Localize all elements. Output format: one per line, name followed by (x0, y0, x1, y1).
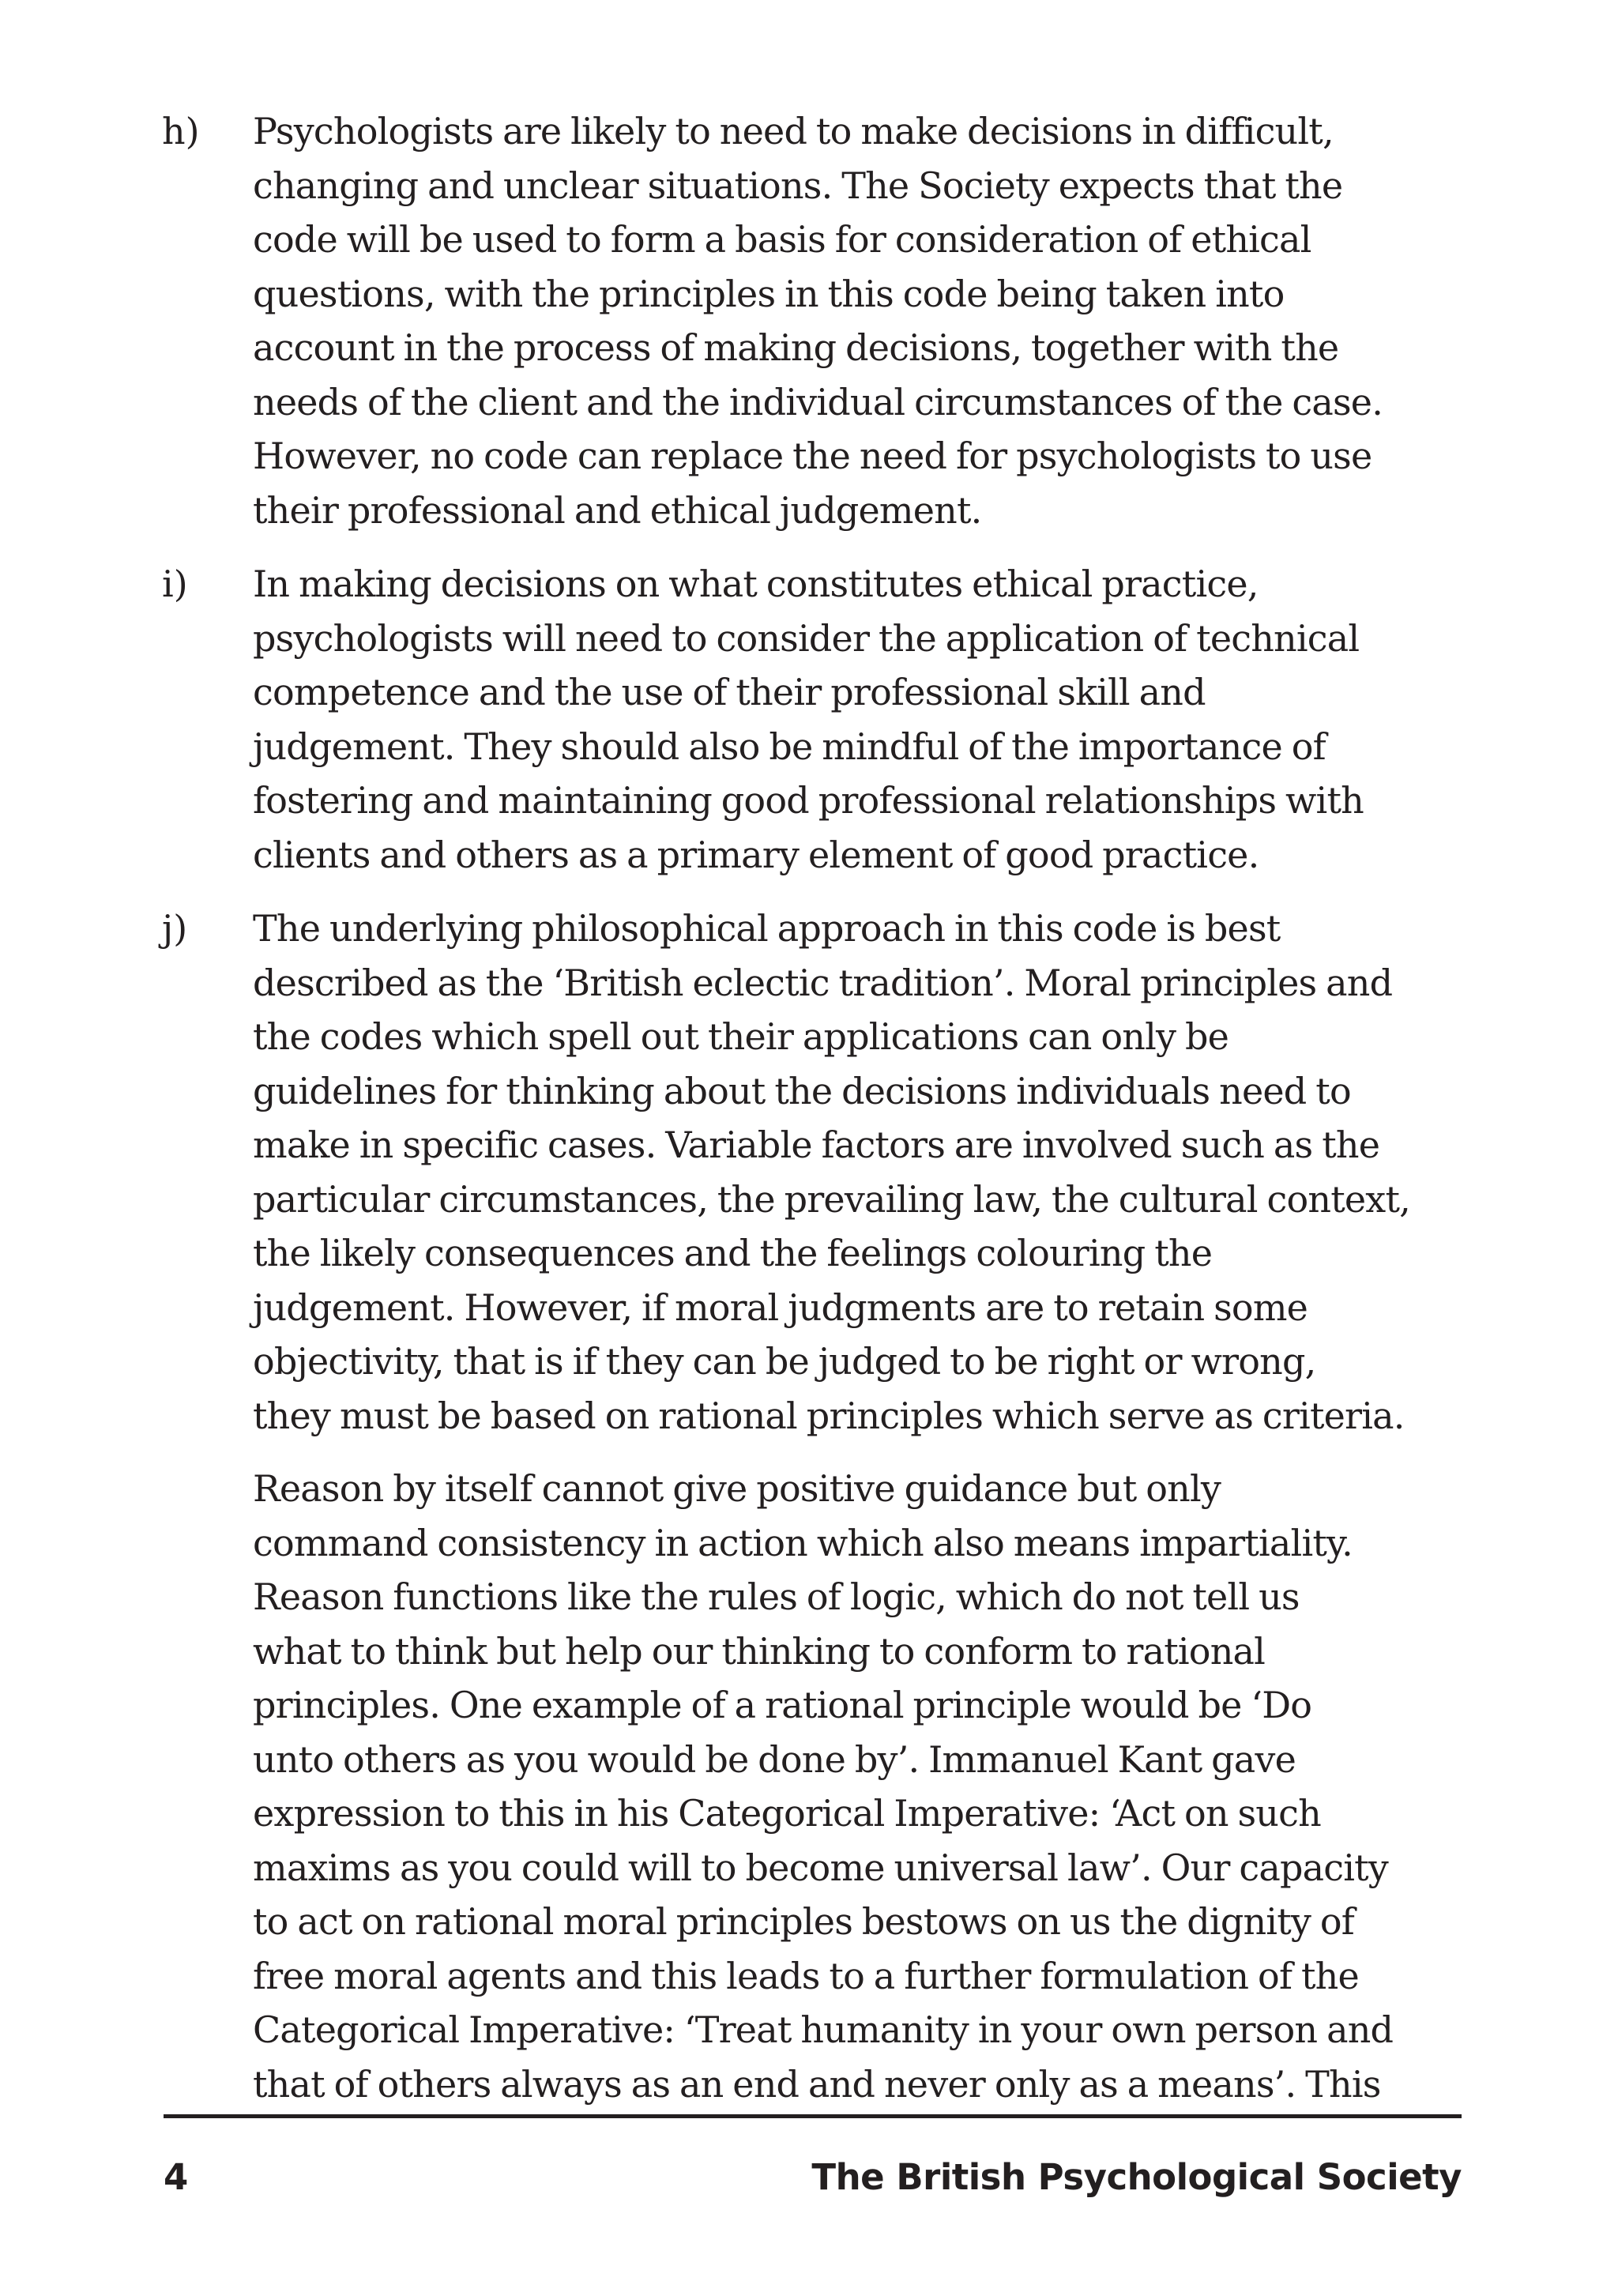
text-line: code will be used to form a basis for consideration of ethical (253, 218, 1311, 261)
text-line: objectivity, that is if they can be judged to be right or wrong, (253, 1340, 1316, 1383)
text-line: competence and the use of their professional skill and (253, 671, 1206, 713)
text-line: changing and unclear situations. The Society expects that the (253, 164, 1343, 207)
text-line: In making decisions on what constitutes ethical practice, (253, 563, 1259, 605)
paragraph (253, 104, 1473, 537)
text-line: psychologists will need to consider the application of technical (253, 616, 1360, 660)
text-line: needs of the client and the individual circumstances of the case. (253, 380, 1383, 423)
paragraph (253, 557, 1473, 882)
text-line: However, no code can replace the need for psychologists to use (253, 435, 1372, 477)
item-marker: i) (162, 563, 188, 605)
text-line: principles. One example of a rational principle would be ‘Do (253, 1684, 1312, 1726)
text-line: expression to this in his Categorical Imperative: ‘Act on such (253, 1792, 1321, 1835)
text-line: that of others always as an end and never only as a means’. This (253, 2062, 1381, 2106)
text-line: make in specific cases. Variable factors are involved such as the (253, 1124, 1380, 1166)
page-number: 4 (164, 2156, 189, 2198)
text-line: questions, with the principles in this code being taken into (253, 272, 1285, 315)
text-line: account in the process of making decisions, together with the (253, 326, 1339, 369)
text-line: to act on rational moral principles bestows on us the dignity of (253, 1900, 1355, 1943)
text-line: judgement. They should also be mindful of the importance of (253, 725, 1326, 768)
item-marker: j) (162, 907, 188, 950)
text-line: the codes which spell out their applications can only be (253, 1015, 1229, 1058)
text-line: Categorical Imperative: ‘Treat humanity in your own person and (253, 2008, 1394, 2051)
text-line: their professional and ethical judgement. (253, 488, 982, 532)
text-line: described as the ‘British eclectic tradition’. Moral principles and (253, 961, 1393, 1004)
body-content (162, 104, 1473, 2131)
text-line: The underlying philosophical approach in this code is best (253, 907, 1281, 950)
list-item-i (162, 557, 1473, 882)
item-marker: h) (162, 110, 200, 152)
text-line: the likely consequences and the feelings colouring the (253, 1232, 1213, 1274)
list-item-h (162, 104, 1473, 537)
text-line: they must be based on rational principles which serve as criteria. (253, 1394, 1405, 1437)
footer-divider (164, 2114, 1462, 2118)
text-line: judgement. However, if moral judgments are to retain some (253, 1285, 1308, 1329)
text-line: Reason functions like the rules of logic, which do not tell us (253, 1575, 1300, 1618)
paragraph (253, 901, 1473, 1443)
text-line: clients and others as a primary element of good practice. (253, 833, 1259, 876)
text-line: maxims as you could will to become universal law’. Our capacity (253, 1846, 1388, 1889)
text-line: Psychologists are likely to need to make decisions in difficult, (253, 110, 1334, 152)
text-line: command consistency in action which also means impartiality. (253, 1521, 1353, 1564)
paragraph (253, 1462, 1473, 2111)
text-line: free moral agents and this leads to a further formulation of the (253, 1954, 1359, 1997)
text-line: particular circumstances, the prevailing law, the cultural context, (253, 1177, 1410, 1221)
list-item-j (162, 901, 1473, 2111)
text-line: fostering and maintaining good professional relationships with (253, 779, 1364, 822)
publisher-name: The British Psychological Society (811, 2156, 1462, 2198)
text-line: unto others as you would be done by’. Immanuel Kant gave (253, 1737, 1296, 1781)
text-line: Reason by itself cannot give positive guidance but only (253, 1467, 1221, 1510)
text-line: guidelines for thinking about the decisions individuals need to (253, 1069, 1351, 1112)
text-line: what to think but help our thinking to conform to rational (253, 1629, 1266, 1673)
